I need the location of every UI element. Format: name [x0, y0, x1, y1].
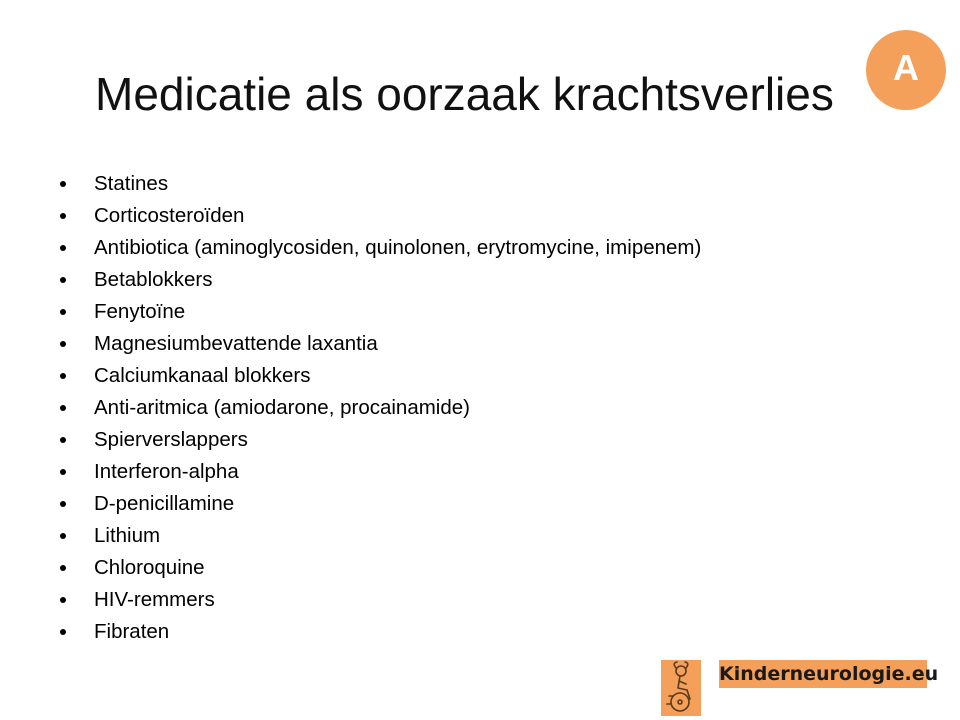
bullet-icon [60, 565, 66, 571]
list-item [58, 168, 701, 200]
bullet-icon [60, 277, 66, 283]
bullet-icon [60, 309, 66, 315]
list-item [58, 456, 701, 488]
list-item-label: Betablokkers [94, 268, 213, 291]
child-in-wheelchair-icon [661, 660, 701, 716]
bullet-icon [60, 533, 66, 539]
list-item [58, 584, 701, 616]
list-item [58, 328, 701, 360]
bullet-icon [60, 245, 66, 251]
list-item [58, 616, 701, 648]
bullet-icon [60, 469, 66, 475]
section-badge: A [866, 30, 946, 110]
list-item-label: Interferon-alpha [94, 460, 239, 483]
slide-title: Medicatie als oorzaak krachtsverlies [95, 68, 834, 120]
list-item-label: Statines [94, 172, 169, 195]
bullet-icon [60, 181, 66, 187]
list-item [58, 264, 701, 296]
bullet-icon [60, 373, 66, 379]
site-logo-text: Kinderneurologie.eu [719, 660, 927, 688]
list-item-label: Spierverslappers [94, 428, 248, 451]
bullet-icon [60, 405, 66, 411]
list-item [58, 552, 701, 584]
bullet-icon [60, 437, 66, 443]
list-item [58, 392, 701, 424]
list-item [58, 296, 701, 328]
list-item-label: D-penicillamine [94, 492, 235, 515]
list-item [58, 200, 701, 232]
list-item-label: Calciumkanaal blokkers [94, 364, 311, 387]
list-item-label: Magnesiumbevattende laxantia [94, 332, 378, 355]
list-item [58, 360, 701, 392]
list-item-label: Anti-aritmica (amiodarone, procainamide) [94, 396, 470, 419]
bullet-icon [60, 341, 66, 347]
list-item-label: Fenytoïne [94, 300, 186, 323]
list-item-label: Chloroquine [94, 556, 205, 579]
bullet-icon [60, 213, 66, 219]
bullet-icon [60, 629, 66, 635]
bullet-icon [60, 597, 66, 603]
list-item [58, 232, 701, 264]
list-item-label: Antibiotica (aminoglycosiden, quinolonen, erytromycine, imipenem) [94, 236, 702, 259]
list-item [58, 488, 701, 520]
list-item-label: Corticosteroïden [94, 204, 245, 227]
list-item [58, 424, 701, 456]
list-item [58, 520, 701, 552]
list-item-label: Fibraten [94, 620, 170, 643]
list-item-label: HIV-remmers [94, 588, 215, 611]
list-item-label: Lithium [94, 524, 161, 547]
medication-list [58, 168, 701, 648]
bullet-icon [60, 501, 66, 507]
